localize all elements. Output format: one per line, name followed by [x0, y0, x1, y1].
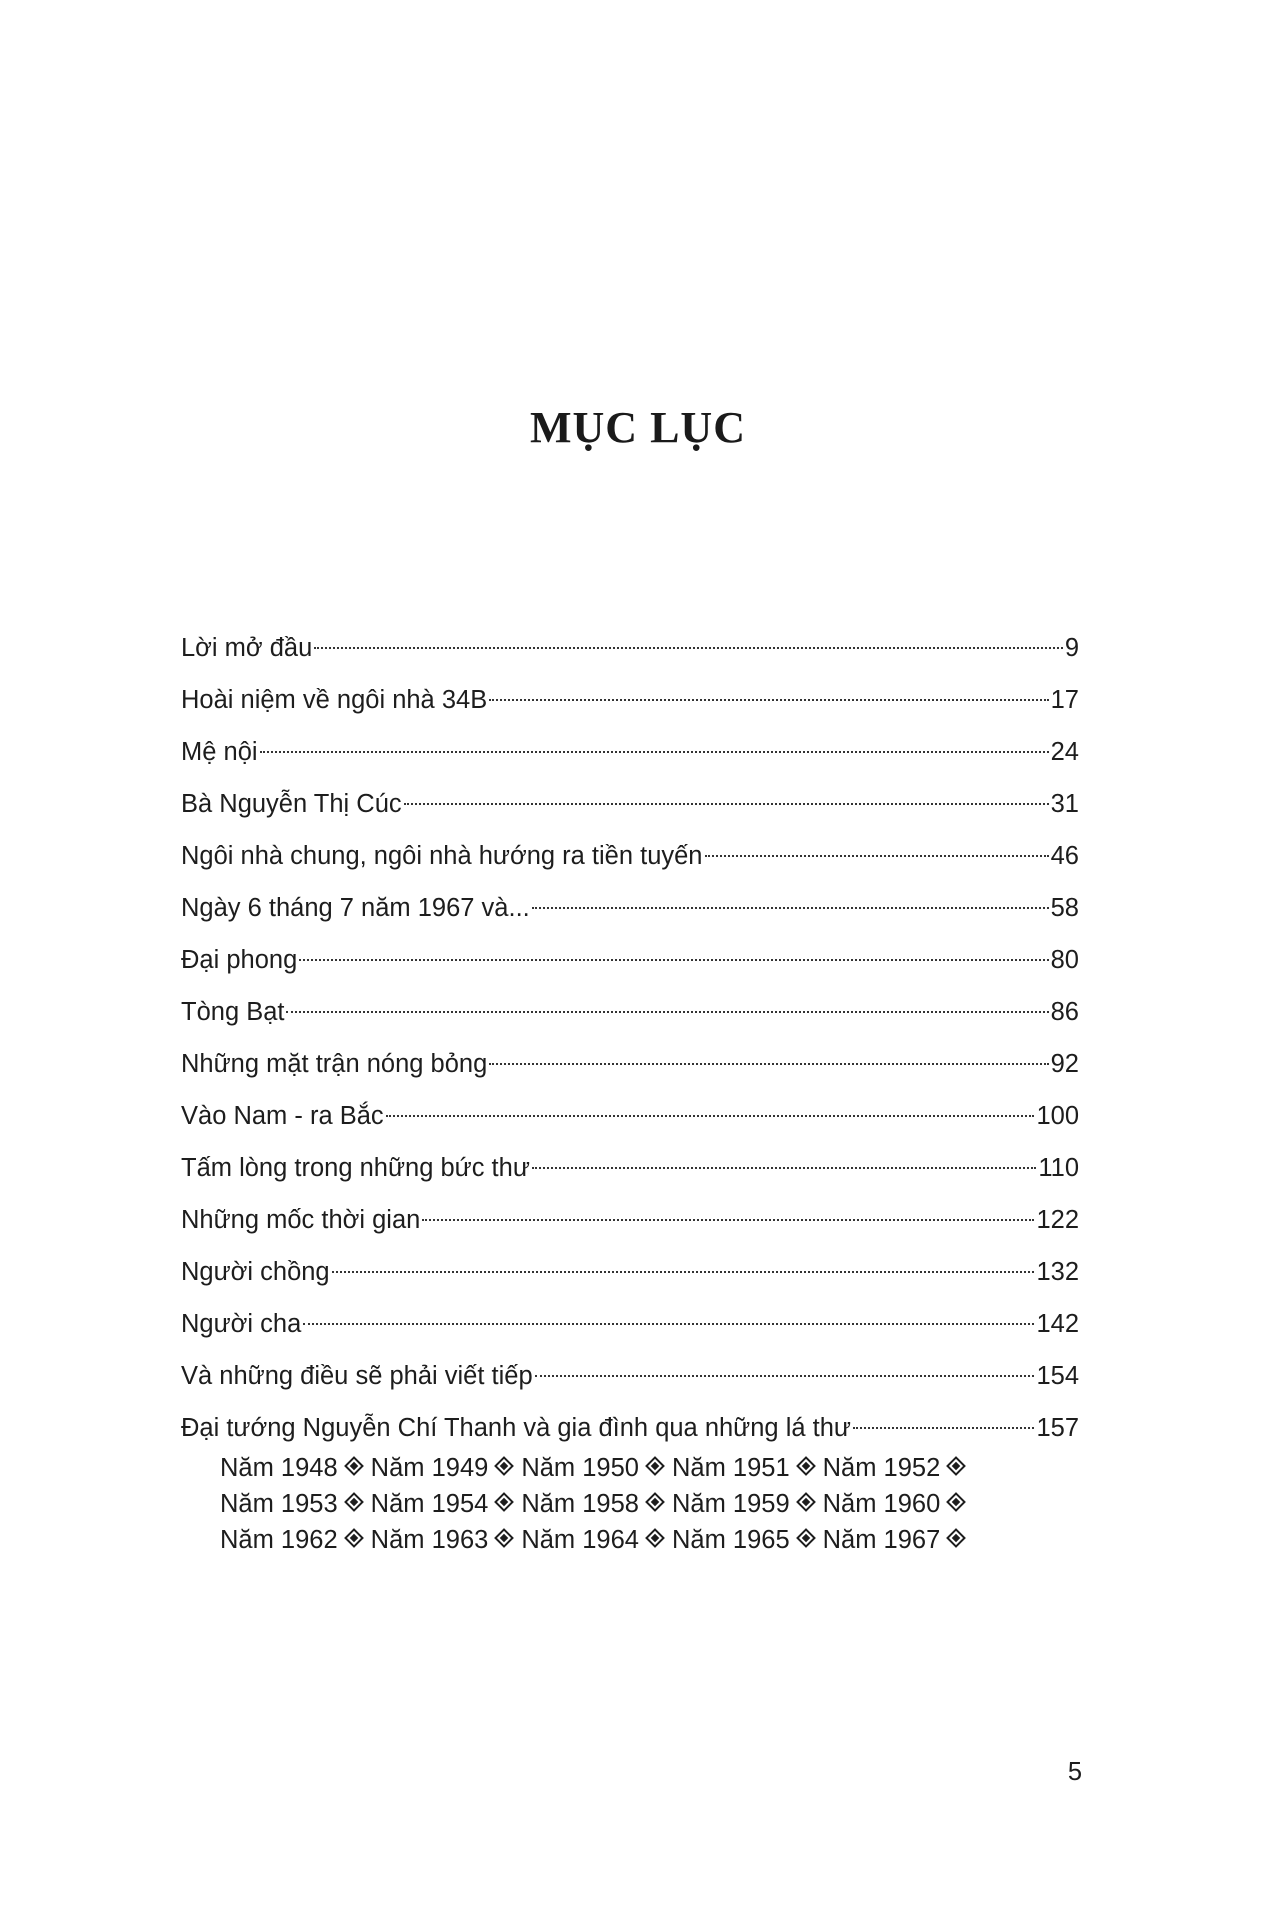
diamond-bullet-icon — [645, 1528, 665, 1548]
toc-entry-page: 100 — [1036, 1102, 1079, 1130]
diamond-bullet-icon — [344, 1456, 364, 1476]
toc-entry-title: Người chồng — [181, 1258, 330, 1286]
toc-entry-page: 9 — [1064, 634, 1079, 662]
toc-entry-title: Mệ nội — [181, 738, 258, 766]
dot-leader — [303, 1323, 1034, 1325]
toc-entry-page: 80 — [1050, 946, 1079, 974]
diamond-bullet-icon — [645, 1492, 665, 1512]
toc-entry-page: 154 — [1036, 1362, 1079, 1390]
toc-entry-page: 24 — [1050, 738, 1079, 766]
dot-leader — [422, 1219, 1034, 1221]
toc-entry-page: 17 — [1050, 686, 1079, 714]
toc-entry-title: Vào Nam - ra Bắc — [181, 1102, 384, 1130]
year-item: Năm 1965 — [671, 1526, 790, 1554]
year-item: Năm 1952 — [822, 1454, 941, 1482]
toc-entry-title: Lời mở đầu — [181, 634, 313, 662]
year-item: Năm 1963 — [370, 1526, 489, 1554]
toc-entry — [181, 882, 1079, 934]
diamond-bullet-icon — [796, 1492, 816, 1512]
dot-leader — [535, 1375, 1035, 1377]
toc-entry — [181, 1298, 1079, 1350]
toc-entry-title: Những mặt trận nóng bỏng — [181, 1050, 488, 1078]
year-item: Năm 1967 — [822, 1526, 941, 1554]
toc-entry-title: Đại phong — [181, 946, 298, 974]
toc-entry-page: 122 — [1036, 1206, 1079, 1234]
toc-entry-title: Tấm lòng trong những bức thư — [181, 1154, 530, 1182]
toc-entry-title: Những mốc thời gian — [181, 1206, 421, 1234]
diamond-bullet-icon — [946, 1456, 966, 1476]
dot-leader — [489, 699, 1048, 701]
dot-leader — [532, 907, 1049, 909]
year-index — [220, 1450, 1040, 1558]
dot-leader — [286, 1011, 1048, 1013]
page-number: 5 — [1067, 1758, 1082, 1786]
toc-entry — [181, 726, 1079, 778]
toc-entry-page: 110 — [1038, 1154, 1079, 1182]
toc-entry — [181, 1350, 1079, 1402]
year-item: Năm 1962 — [220, 1526, 338, 1554]
toc-entry — [181, 674, 1079, 726]
year-item: Năm 1951 — [671, 1454, 790, 1482]
dot-leader — [260, 751, 1049, 753]
toc-entry — [181, 1142, 1079, 1194]
year-item: Năm 1960 — [822, 1490, 941, 1518]
dot-leader — [386, 1115, 1035, 1117]
toc-entry — [181, 1090, 1079, 1142]
toc-entry — [181, 1246, 1079, 1298]
year-line — [220, 1486, 1040, 1522]
table-of-contents — [181, 622, 1079, 1454]
year-item: Năm 1959 — [671, 1490, 790, 1518]
year-item: Năm 1948 — [220, 1454, 338, 1482]
toc-entry-page: 157 — [1036, 1414, 1079, 1442]
toc-entry-page: 58 — [1050, 894, 1079, 922]
diamond-bullet-icon — [494, 1492, 514, 1512]
dot-leader — [705, 855, 1049, 857]
toc-entry — [181, 986, 1079, 1038]
toc-entry-title: Ngôi nhà chung, ngôi nhà hướng ra tiền tuyến — [181, 842, 703, 870]
dot-leader — [404, 803, 1049, 805]
year-item: Năm 1964 — [521, 1526, 639, 1554]
year-item: Năm 1950 — [521, 1454, 639, 1482]
toc-entry-title: Ngày 6 tháng 7 năm 1967 và... — [181, 894, 530, 922]
page-title: MỤC LỤC — [530, 403, 746, 452]
year-line — [220, 1522, 1040, 1558]
toc-entry-title: Và những điều sẽ phải viết tiếp — [181, 1362, 533, 1390]
toc-entry — [181, 934, 1079, 986]
diamond-bullet-icon — [344, 1528, 364, 1548]
dot-leader — [332, 1271, 1035, 1273]
toc-entry — [181, 1038, 1079, 1090]
year-item: Năm 1953 — [220, 1490, 338, 1518]
dot-leader — [532, 1167, 1036, 1169]
dot-leader — [853, 1427, 1034, 1429]
diamond-bullet-icon — [946, 1528, 966, 1548]
year-line — [220, 1450, 1040, 1486]
toc-entry-title: Tòng Bạt — [181, 998, 285, 1026]
diamond-bullet-icon — [344, 1492, 364, 1512]
year-item: Năm 1954 — [370, 1490, 489, 1518]
toc-entry-title: Người cha — [181, 1310, 302, 1338]
toc-entry-title: Hoài niệm về ngôi nhà 34B — [181, 686, 488, 714]
toc-entry-page: 142 — [1036, 1310, 1079, 1338]
toc-entry — [181, 1194, 1079, 1246]
toc-entry — [181, 830, 1079, 882]
toc-entry-title: Bà Nguyễn Thị Cúc — [181, 790, 402, 818]
toc-entry-page: 86 — [1050, 998, 1079, 1026]
dot-leader — [299, 959, 1048, 961]
toc-entry-page: 132 — [1036, 1258, 1079, 1286]
toc-entry — [181, 622, 1079, 674]
diamond-bullet-icon — [494, 1456, 514, 1476]
diamond-bullet-icon — [796, 1528, 816, 1548]
toc-entry-title: Đại tướng Nguyễn Chí Thanh và gia đình qua những lá thư — [181, 1414, 851, 1442]
diamond-bullet-icon — [796, 1456, 816, 1476]
diamond-bullet-icon — [946, 1492, 966, 1512]
diamond-bullet-icon — [494, 1528, 514, 1548]
toc-entry — [181, 1402, 1079, 1454]
toc-entry-page: 92 — [1050, 1050, 1079, 1078]
dot-leader — [314, 647, 1063, 649]
diamond-bullet-icon — [645, 1456, 665, 1476]
year-item: Năm 1958 — [521, 1490, 639, 1518]
toc-entry-page: 46 — [1050, 842, 1079, 870]
toc-entry — [181, 778, 1079, 830]
toc-entry-page: 31 — [1050, 790, 1079, 818]
year-item: Năm 1949 — [370, 1454, 489, 1482]
dot-leader — [489, 1063, 1048, 1065]
